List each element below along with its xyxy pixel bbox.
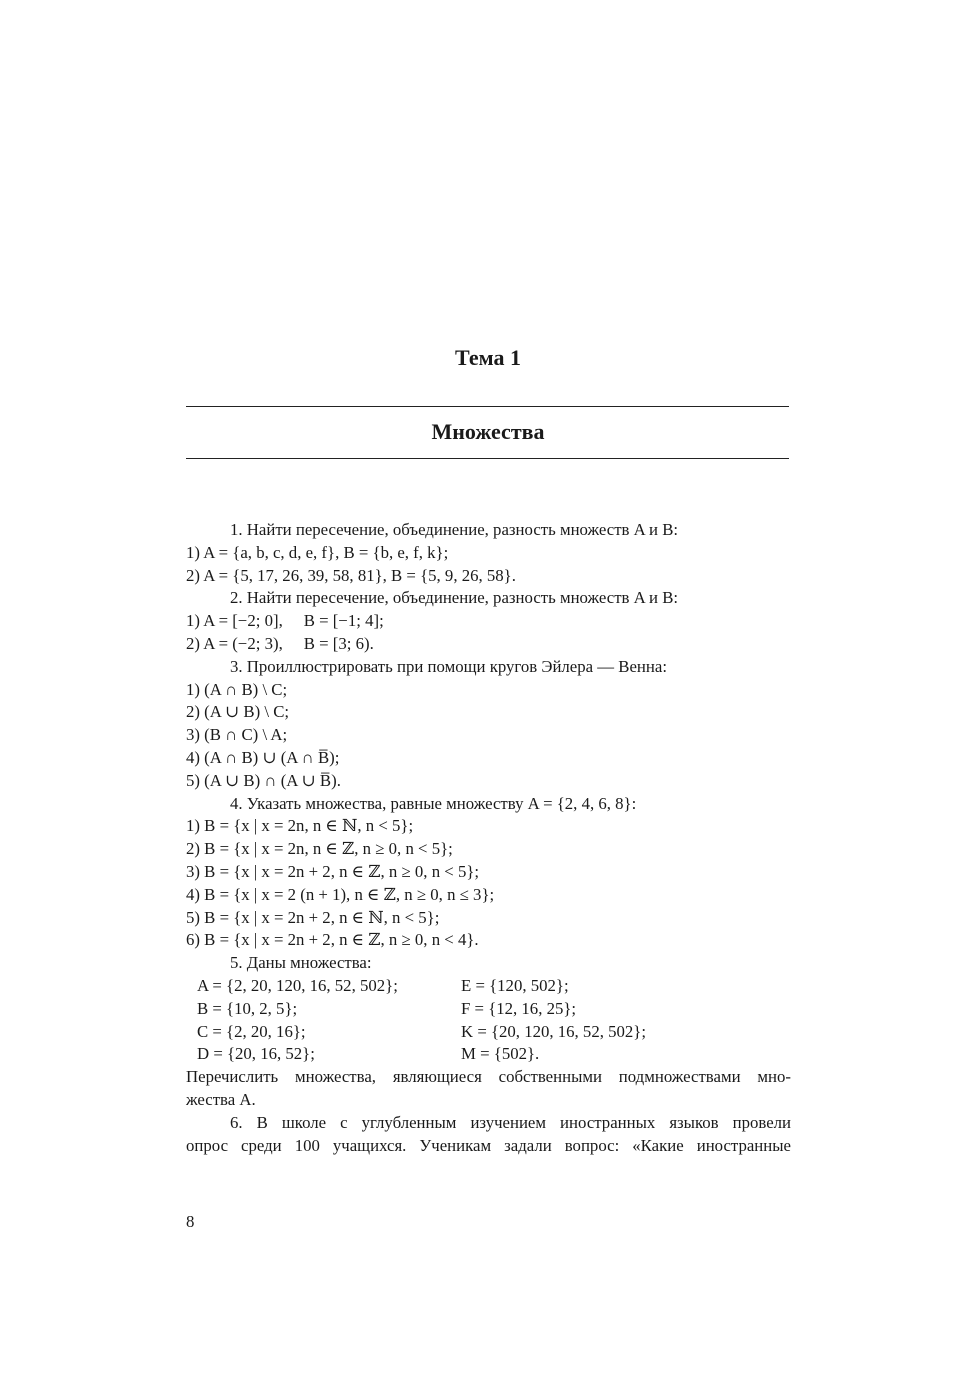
task-3-item-4: 4) (A ∩ B) ∪ (A ∩ B̅); [186,747,340,767]
task-4-item-1: 1) B = {x | x = 2n, n ∈ ℕ, n < 5}; [186,816,414,836]
task-3-item-2: 2) (A ∪ B) \ C; [186,702,290,722]
task-2-heading: 2. Найти пересечение, объединение, разность множеств A и B: [230,588,679,608]
task-4-item-6: 6) B = {x | x = 2n + 2, n ∈ ℤ, n ≥ 0, n < 4}. [186,930,479,950]
top-rule [186,406,789,407]
sets-row [186,998,791,1021]
page-number: 8 [186,1212,195,1231]
task-5-heading: 5. Даны множества: [230,953,372,973]
sets-row [186,1021,791,1044]
task-1-heading: 1. Найти пересечение, объединение, разность множеств A и B: [230,520,679,539]
task-1-item-2: 2) A = {5, 17, 26, 39, 58, 81}, B = {5, 9, 26, 58}. [186,565,516,585]
task-4-item-3: 3) B = {x | x = 2n + 2, n ∈ ℤ, n ≥ 0, n < 5}; [186,861,480,881]
task-4-heading: 4. Указать множества, равные множеству A = {2, 4, 6, 8}: [230,793,637,813]
task-3-item-5: 5) (A ∪ B) ∩ (A ∪ B̅). [186,770,341,790]
chapter-label: Тема 1 [455,345,521,370]
set-definition: B = {10, 2, 5}; [197,998,298,1018]
page-body [186,519,791,1157]
chapter-title: Множества [431,419,545,444]
task-4-item-5: 5) B = {x | x = 2n + 2, n ∈ ℕ, n < 5}; [186,907,440,927]
task-5-question-line-2: жества A. [186,1089,256,1109]
task-2-item-2: 2) A = (−2; 3), B = [3; 6). [186,633,374,653]
task-4-item-2: 2) B = {x | x = 2n, n ∈ ℤ, n ≥ 0, n < 5}; [186,839,453,859]
task-3-item-3: 3) (B ∩ C) \ A; [186,725,288,745]
task-5-question-line-1: Перечислить множества, являющиеся собственными подмножествами мно- [186,1067,791,1087]
task-6-line-1: 6. В школе с углубленным изучением иностранных языков провели [230,1112,791,1132]
task-3-item-1: 1) (A ∩ B) \ C; [186,679,288,699]
set-definition: E = {120, 502}; [461,975,569,995]
set-definition: A = {2, 20, 120, 16, 52, 502}; [197,975,398,995]
set-definition: D = {20, 16, 52}; [197,1044,315,1064]
set-definition: F = {12, 16, 25}; [461,998,577,1018]
task-3-heading: 3. Проиллюстрировать при помощи кругов Эйлера — Венна: [230,656,667,676]
set-definition: M = {502}. [461,1044,540,1064]
sets-row [186,1043,791,1066]
task-4-item-4: 4) B = {x | x = 2 (n + 1), n ∈ ℤ, n ≥ 0, n ≤ 3}; [186,884,495,904]
task-2-item-1: 1) A = [−2; 0], B = [−1; 4]; [186,611,384,631]
task-6-line-2: опрос среди 100 учащихся. Ученикам задали вопрос: «Какие иностранные [186,1135,791,1155]
sets-row [186,975,791,998]
task-1-item-1: 1) A = {a, b, c, d, e, f}, B = {b, e, f, k}; [186,542,449,562]
set-definition: K = {20, 120, 16, 52, 502}; [461,1021,646,1041]
set-definition: C = {2, 20, 16}; [197,1021,306,1041]
bottom-rule [186,458,789,459]
